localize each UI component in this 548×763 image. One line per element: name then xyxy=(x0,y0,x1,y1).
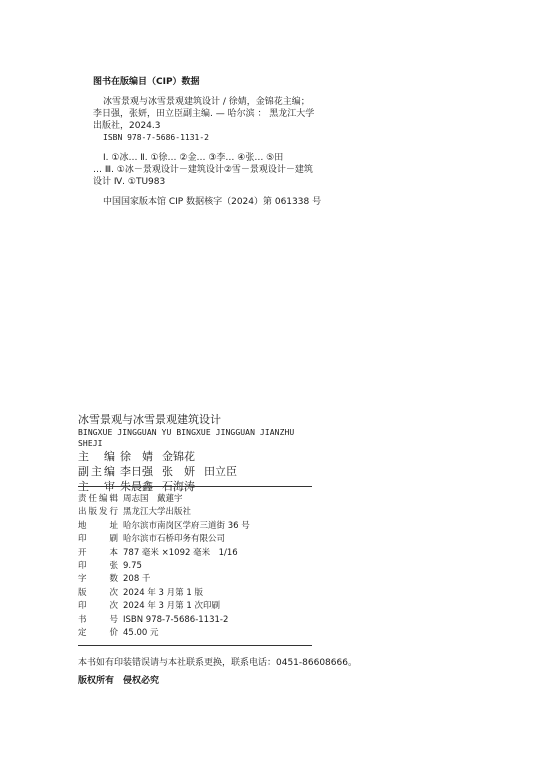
pub-label: 书 号 xyxy=(78,614,121,625)
cip-class-line-1: Ⅰ. ①冰… Ⅱ. ①徐… ②金… ③李… ④张… ⑤田 xyxy=(103,153,284,163)
pub-label: 印 次 xyxy=(78,601,121,612)
pub-value: 2024 年 3 月第 1 次印刷 xyxy=(123,601,220,612)
cip-spacer xyxy=(93,188,328,196)
pub-value: 哈尔滨市石桥印务有限公司 xyxy=(123,534,226,545)
cip-entry-line-1: 冰雪景观与冰雪景观建筑设计 / 徐婧，金锦花主编； xyxy=(103,97,310,107)
pub-row-edition xyxy=(78,587,318,600)
pub-value: 787 毫米 ×1092 毫米 1/16 xyxy=(123,547,238,558)
pub-value: 周志国 戴蓮宇 xyxy=(123,494,183,504)
pub-value: 2024 年 3 月第 1 版 xyxy=(123,587,203,598)
pub-label: 印 刷 xyxy=(78,534,121,545)
pub-row-format xyxy=(78,547,318,560)
credit-names xyxy=(120,449,204,464)
book-title: 冰雪景观与冰雪景观建筑设计 xyxy=(78,413,221,426)
credit-name: 朱晨鑫 xyxy=(120,480,153,493)
credit-role: 主 编 xyxy=(78,450,117,463)
credit-name: 徐 婧 xyxy=(120,450,153,463)
credit-role: 主 审 xyxy=(78,480,117,493)
pub-row-sheets xyxy=(78,560,318,573)
pub-row-editor-in-charge xyxy=(78,493,318,506)
copyright-notice: 版权所有 侵权必究 xyxy=(78,676,160,686)
pub-value: 黑龙江大学出版社 xyxy=(123,507,192,518)
pub-label: 字 数 xyxy=(78,574,121,585)
pub-label: 版 次 xyxy=(78,587,121,598)
credit-name: 金锦花 xyxy=(162,450,195,463)
pub-row-publisher xyxy=(78,506,318,519)
cip-class-line-2: … Ⅲ. ①冰－景观设计－建筑设计②雪－景观设计－建筑 xyxy=(93,165,313,175)
pub-row-printer xyxy=(78,533,318,546)
credit-names xyxy=(120,464,246,479)
top-divider xyxy=(78,486,312,487)
credit-name: 张 妍 xyxy=(162,465,195,478)
pub-label: 定 价 xyxy=(78,628,121,639)
credit-role: 副主编 xyxy=(78,465,117,478)
cip-isbn: ISBN 978-7-5686-1131-2 xyxy=(103,133,209,142)
pub-value: 9.75 xyxy=(123,561,142,572)
pub-row-word-count xyxy=(78,573,318,586)
pub-value: 45.00 元 xyxy=(123,628,159,639)
misprint-notice: 本书如有印装错误请与本社联系更换，联系电话：0451-86608666。 xyxy=(78,658,357,668)
pub-row-isbn xyxy=(78,614,318,627)
cip-data-number: 中国国家版本馆 CIP 数据核字（2024）第 061338 号 xyxy=(103,197,322,207)
credit-row-editor xyxy=(78,449,318,464)
notice-block xyxy=(78,654,398,690)
pub-label: 开 本 xyxy=(78,547,121,558)
cip-entry-line-3: 出版社，2024.3 xyxy=(93,121,161,131)
credit-row-associate-editor xyxy=(78,464,318,479)
cip-block xyxy=(93,76,328,208)
pub-value: 哈尔滨市南岗区学府三道街 36 号 xyxy=(123,520,250,531)
pub-row-printing xyxy=(78,600,318,613)
book-pinyin-title: BINGXUE JINGGUAN YU BINGXUE JINGGUAN JIANZHU SHEJI xyxy=(78,428,295,448)
cip-spacer xyxy=(93,144,328,152)
pub-label: 地 址 xyxy=(78,520,121,531)
pub-label: 出版发行 xyxy=(78,507,121,518)
pub-label: 印 张 xyxy=(78,561,121,572)
publishing-details xyxy=(78,493,318,640)
cip-entry-line-2: 李日强，张妍，田立臣副主编. — 哈尔滨 ： 黑龙江大学 xyxy=(93,109,315,119)
bottom-divider xyxy=(78,645,312,646)
pub-value: ISBN 978-7-5686-1131-2 xyxy=(123,614,229,625)
book-info xyxy=(78,413,318,494)
pub-label: 责任编辑 xyxy=(78,494,121,504)
credit-name: 田立臣 xyxy=(204,465,237,478)
credit-name: 李日强 xyxy=(120,465,153,478)
cip-heading: 图书在版编目（CIP）数据 xyxy=(93,77,200,87)
cip-class-line-3: 设计 Ⅳ. ①TU983 xyxy=(93,177,166,187)
pub-value: 208 千 xyxy=(123,574,151,585)
credit-name: 石海涛 xyxy=(162,480,195,493)
pub-row-price xyxy=(78,627,318,640)
pub-row-address xyxy=(78,520,318,533)
